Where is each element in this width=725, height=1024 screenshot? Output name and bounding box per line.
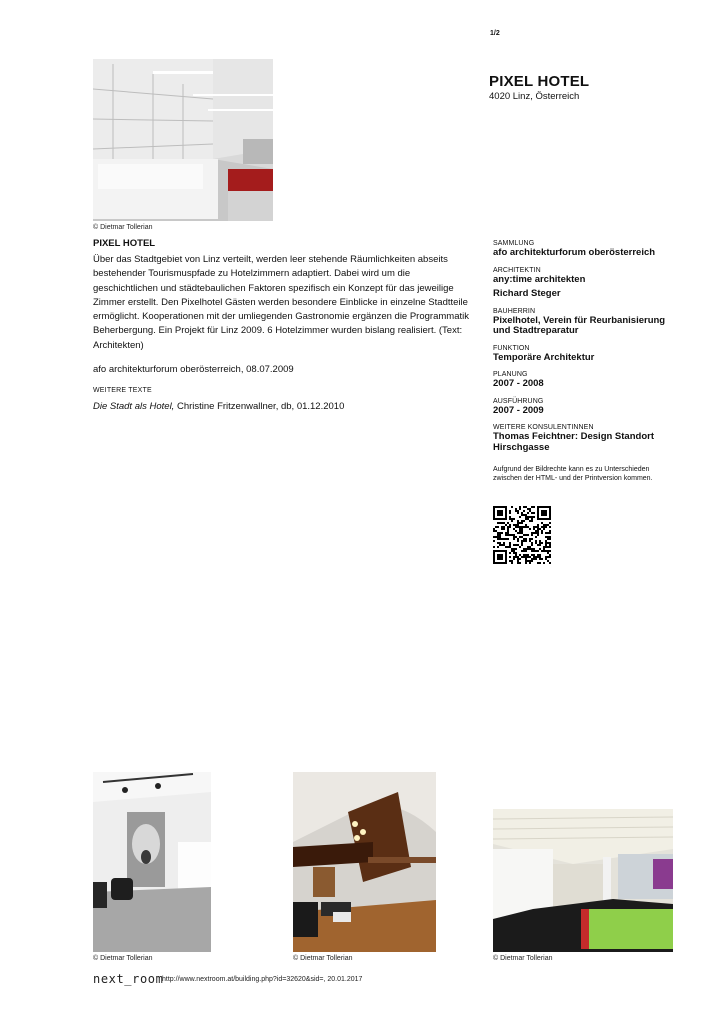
ausfuehrung-value: 2007 - 2009 — [493, 404, 544, 416]
ausfuehrung-label: AUSFÜHRUNG — [493, 397, 544, 405]
planung-value: 2007 - 2008 — [493, 378, 544, 389]
qr-code[interactable] — [493, 506, 551, 564]
weitere-texte-title: Die Stadt als Hotel, — [93, 401, 175, 412]
bauherrin-label: BAUHERRIN — [493, 307, 536, 315]
funktion-label: FUNKTION — [493, 344, 530, 352]
photo-corridor-room — [493, 809, 673, 952]
architektin-value-2: Richard Steger — [493, 288, 561, 299]
header-address: 4020 Linz, Österreich — [489, 91, 580, 102]
weitere-texte-label: WEITERE TEXTE — [93, 387, 152, 394]
bauherrin-value: Pixelhotel, Verein für Reurbanisierung und Stadtreparatur — [493, 314, 666, 336]
sammlung-label: SAMMLUNG — [493, 240, 535, 247]
photo-caption: © Dietmar Tollerian — [493, 955, 553, 962]
funktion-value: Temporäre Architektur — [493, 351, 595, 363]
photo-caption: © Dietmar Tollerian — [93, 224, 153, 231]
article-title: PIXEL HOTEL — [93, 238, 156, 249]
sammlung-value: afo architekturforum oberösterreich — [493, 247, 656, 258]
konsulent-value: Thomas Feichtner: Design Standort Hirschgasse — [493, 431, 654, 453]
page-number: 1/2 — [490, 30, 500, 37]
footer-url[interactable]: http://www.nextroom.at/building.php?id=32620&sid=, 20.01.2017 — [162, 976, 363, 983]
weitere-texte-entry[interactable] — [93, 401, 344, 412]
article-body: Über das Stadtgebiet von Linz verteilt, werden leer stehende Räumlichkeiten abseits bestehender Tourismuspfade zu Hotelzimmern adaptiert. Dabei wird um die geschichtlichen und städtebaulichen Faktoren spezifisch ein Konzept für das jeweilige Zimmer erstellt. Den Pixelhotel Gästen werden besondere Einblicke in einzelne Stadtteile ermöglicht. Kooperationen mit der umliegenden Gastronomie ergänzen die Programmatik Beherbergung. Ein Projekt für Linz 2009. 6 Hotelzimmer wurden bislang realisiert. (Text: Architekten) — [93, 254, 469, 351]
planung-label: PLANUNG — [493, 371, 528, 378]
architektin-label: ARCHITEKTIN — [493, 266, 541, 274]
photo-loft-interior — [293, 772, 436, 952]
weitere-texte-author: Christine Fritzenwallner, db, 01.12.2010 — [174, 401, 345, 412]
konsulent-label: WEITERE KONSULENTINNEN — [493, 424, 594, 431]
nextroom-logo[interactable]: next_room — [93, 972, 164, 986]
architektin-value: any:time architekten — [493, 273, 586, 285]
project-details — [493, 239, 683, 483]
photo-hotel-room — [93, 59, 273, 221]
photo-room-portrait — [93, 772, 211, 952]
image-rights-note: Aufgrund der Bildrechte kann es zu Unterschieden zwischen der HTML- und der Printversion kommen. — [493, 466, 653, 482]
publisher-line: afo architekturforum oberösterreich, 08.07.2009 — [93, 364, 294, 375]
header-title: PIXEL HOTEL — [489, 73, 590, 90]
photo-caption: © Dietmar Tollerian — [293, 955, 353, 962]
photo-caption: © Dietmar Tollerian — [93, 955, 153, 962]
